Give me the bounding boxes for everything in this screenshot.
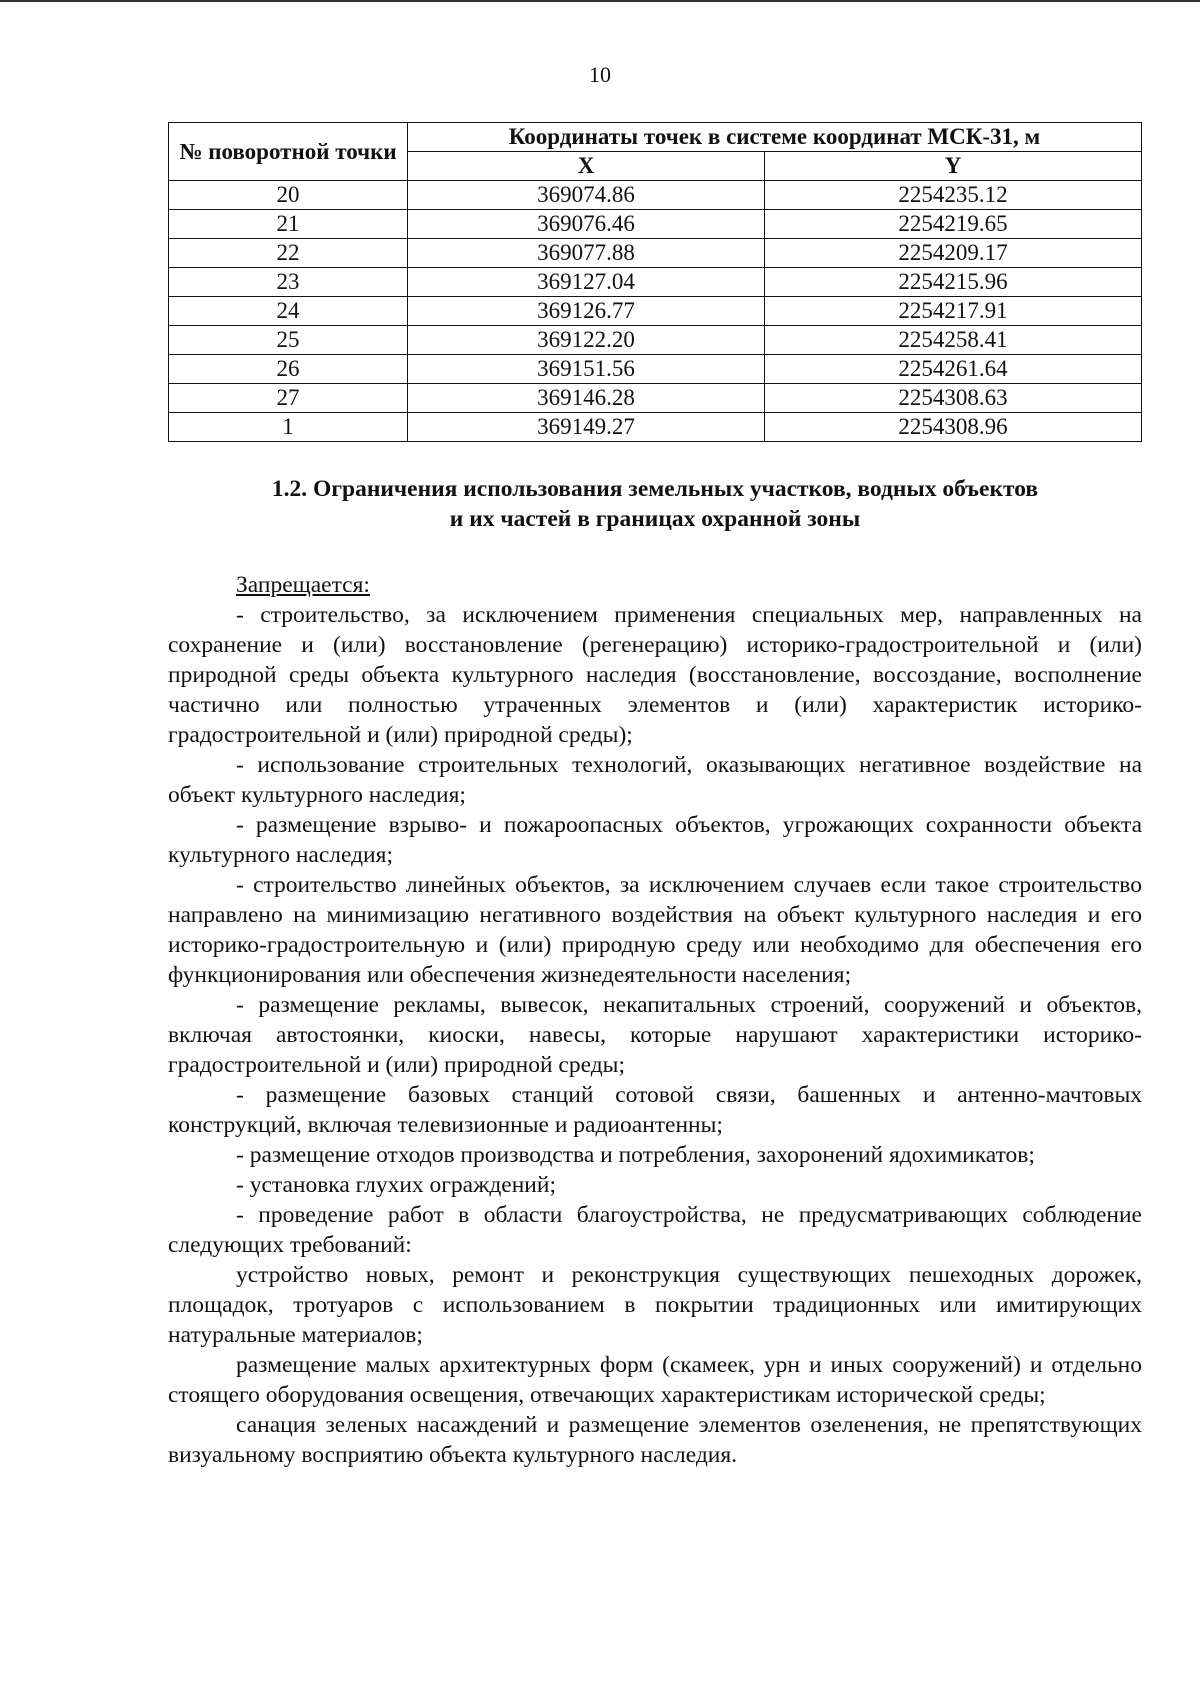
restriction-paragraph: - использование строительных технологий, оказывающих негативное воздействие на объект культурного наследия; [168, 752, 1142, 808]
table-row [169, 268, 1142, 297]
restrictions-section [168, 474, 1142, 1470]
cell-x: 369127.04 [408, 268, 765, 297]
page-number: 10 [589, 62, 611, 87]
restriction-paragraph: - строительство, за исключением применения специальных мер, направленных на сохранение и (или) восстановление (регенерацию) историко-градостроительной и (или) природной среды объекта культурного наследия (восстановление, воссоздание, восполнение частично или полностью утраченных элементов и (или) характеристик историко-градостроительной и (или) природной среды); [168, 602, 1142, 748]
table-row [169, 355, 1142, 384]
table-row [169, 384, 1142, 413]
restriction-paragraph: - размещение рекламы, вывесок, некапитальных строений, сооружений и объектов, включая автостоянки, киоски, навесы, которые нарушают характеристики историко-градостроительной и (или) природной среды; [168, 992, 1142, 1078]
header-x: X [408, 152, 765, 181]
cell-n: 21 [169, 210, 408, 239]
table-row [169, 210, 1142, 239]
cell-y: 2254209.17 [765, 239, 1142, 268]
lead-text: Запрещается: [236, 572, 370, 598]
cell-y: 2254258.41 [765, 326, 1142, 355]
section-title-line-1: 1.2. Ограничения использования земельных участков, водных объектов [271, 476, 1039, 502]
cell-x: 369074.86 [408, 181, 765, 210]
cell-x: 369146.28 [408, 384, 765, 413]
cell-y: 2254261.64 [765, 355, 1142, 384]
section-title [168, 474, 1142, 534]
cell-x: 369122.20 [408, 326, 765, 355]
cell-y: 2254217.91 [765, 297, 1142, 326]
cell-x: 369149.27 [408, 413, 765, 442]
cell-y: 2254215.96 [765, 268, 1142, 297]
cell-n: 26 [169, 355, 408, 384]
restriction-paragraph: санация зеленых насаждений и размещение элементов озеленения, не препятствующих визуальному восприятию объекта культурного наследия. [168, 1412, 1142, 1468]
cell-n: 23 [169, 268, 408, 297]
coordinates-table [168, 122, 1142, 442]
restriction-paragraph: - установка глухих ограждений; [236, 1172, 556, 1198]
restriction-paragraph: - проведение работ в области благоустройства, не предусматривающих соблюдение следующих требований: [168, 1202, 1142, 1258]
cell-x: 369077.88 [408, 239, 765, 268]
header-y: Y [765, 152, 1142, 181]
cell-y: 2254219.65 [765, 210, 1142, 239]
cell-n: 27 [169, 384, 408, 413]
table-row [169, 413, 1142, 442]
table-row [169, 326, 1142, 355]
cell-x: 369151.56 [408, 355, 765, 384]
header-coordinates: Координаты точек в системе координат МСК-31, м [408, 123, 1142, 152]
restriction-paragraph: - размещение взрыво- и пожароопасных объектов, угрожающих сохранности объекта культурного наследия; [168, 812, 1142, 868]
cell-y: 2254308.96 [765, 413, 1142, 442]
table-row [169, 297, 1142, 326]
section-title-line-2: и их частей в границах охранной зоны [449, 506, 861, 532]
table-row [169, 239, 1142, 268]
cell-n: 20 [169, 181, 408, 210]
cell-x: 369126.77 [408, 297, 765, 326]
cell-y: 2254235.12 [765, 181, 1142, 210]
restriction-paragraph: - строительство линейных объектов, за исключением случаев если такое строительство направлено на минимизацию негативного воздействия на объект культурного наследия и его историко-градостроительную и (или) природную среду или необходимо для обеспечения его функционирования или обеспечения жизнедеятельности населения; [168, 872, 1142, 988]
cell-n: 1 [169, 413, 408, 442]
cell-x: 369076.46 [408, 210, 765, 239]
cell-n: 22 [169, 239, 408, 268]
cell-n: 24 [169, 297, 408, 326]
restriction-paragraph: - размещение базовых станций сотовой связи, башенных и антенно-мачтовых конструкций, включая телевизионные и радиоантенны; [168, 1082, 1142, 1138]
header-point-number: № поворотной точки [169, 123, 408, 181]
page-top-border [0, 0, 1200, 2]
restriction-paragraph: размещение малых архитектурных форм (скамеек, урн и иных сооружений) и отдельно стоящего оборудования освещения, отвечающих характеристикам исторической среды; [168, 1352, 1142, 1408]
restriction-paragraph: устройство новых, ремонт и реконструкция существующих пешеходных дорожек, площадок, тротуаров с использованием в покрытии традиционных или имитирующих натуральные материалов; [168, 1262, 1142, 1348]
cell-n: 25 [169, 326, 408, 355]
restriction-paragraph: - размещение отходов производства и потребления, захоронений ядохимикатов; [236, 1142, 1035, 1168]
table-row [169, 181, 1142, 210]
cell-y: 2254308.63 [765, 384, 1142, 413]
